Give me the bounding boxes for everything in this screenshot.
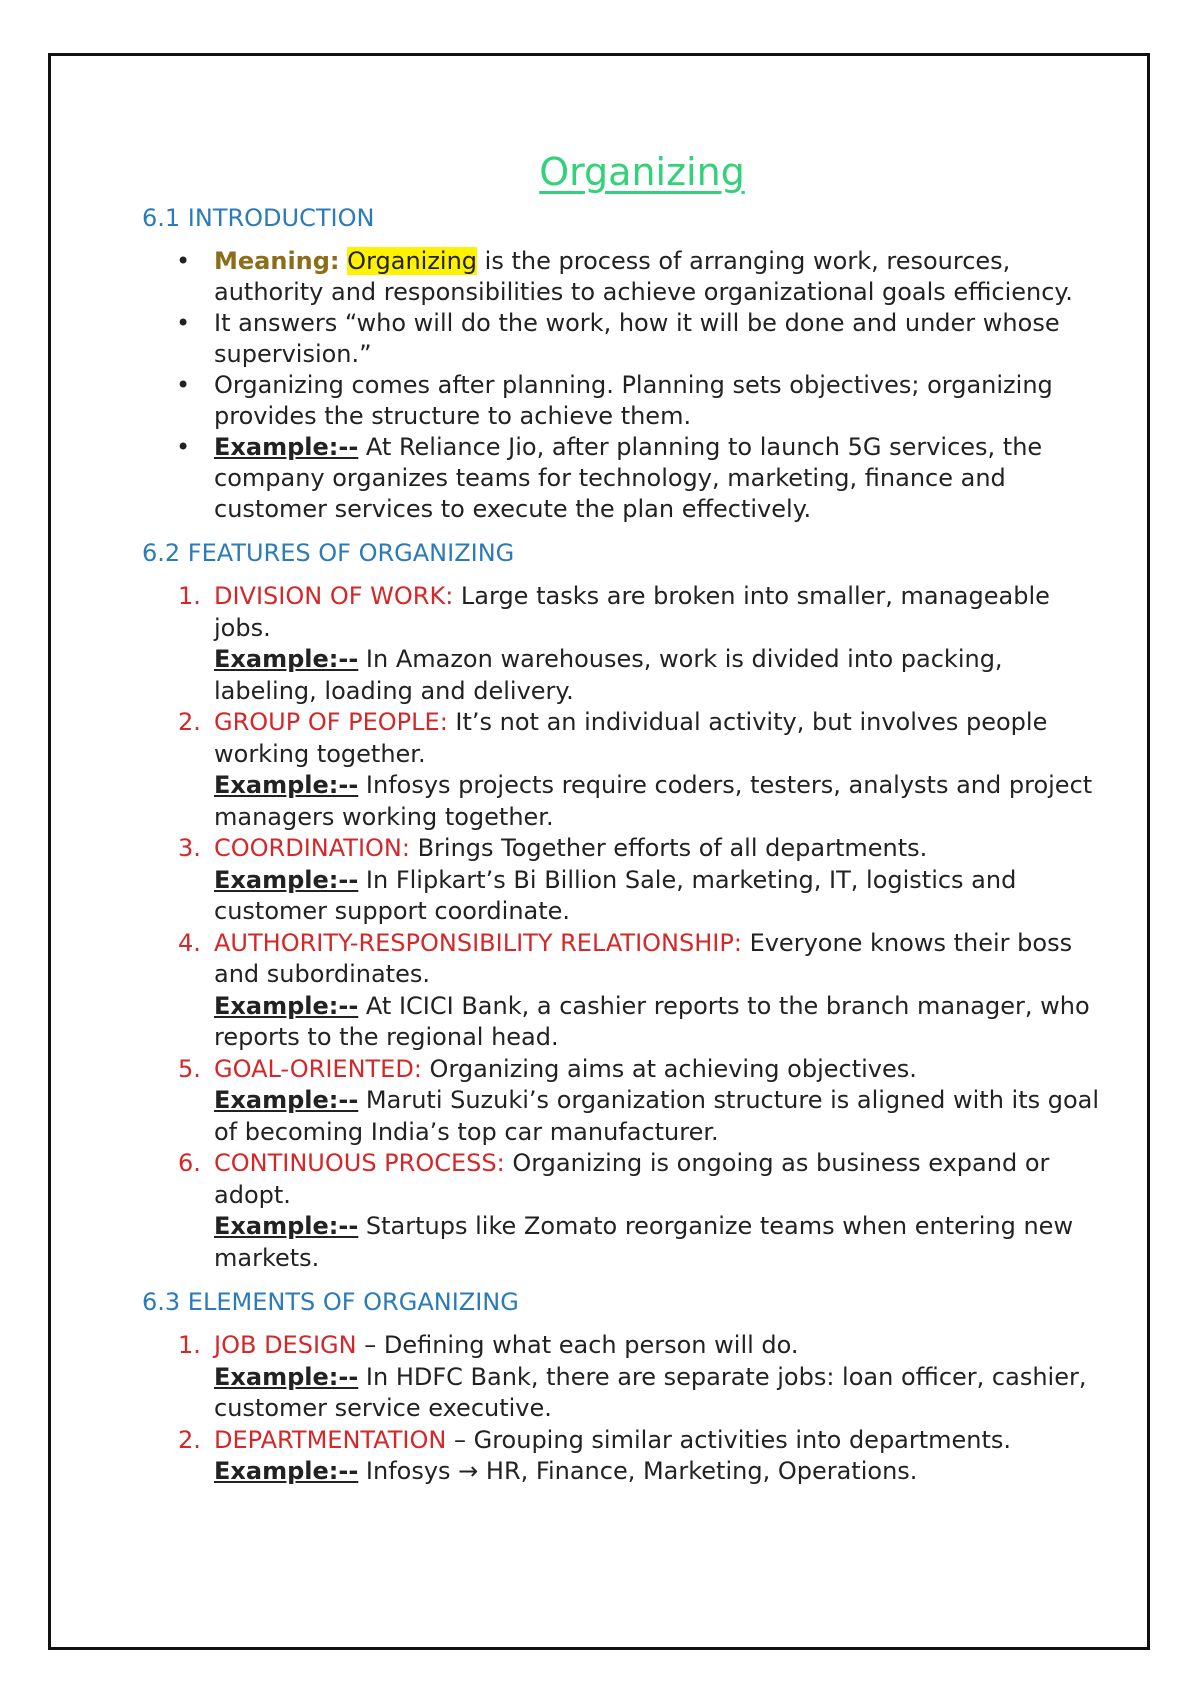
section-heading-features: 6.2 FEATURES OF ORGANIZING — [142, 539, 515, 567]
features-list — [142, 581, 1102, 1274]
list-item — [142, 370, 1102, 432]
feature-term: GOAL-ORIENTED: — [214, 1054, 422, 1083]
list-item — [142, 1425, 1102, 1488]
element-description: – Grouping similar activities into departments. — [446, 1425, 1012, 1454]
item-number: 2. — [178, 708, 201, 736]
bullet-icon: • — [176, 247, 191, 275]
meaning-label: Meaning: — [214, 247, 340, 275]
example-label: Example:-- — [214, 433, 359, 461]
list-item — [142, 928, 1102, 1054]
feature-description: Everyone knows their boss and subordinates. — [214, 928, 1073, 988]
feature-description: It’s not an individual activity, but involves people working together. — [214, 708, 1048, 768]
section-heading-introduction: 6.1 INTRODUCTION — [142, 204, 375, 232]
example-label: Example:-- — [214, 1212, 359, 1240]
bullet-icon: • — [176, 371, 191, 399]
item-number: 1. — [178, 1331, 201, 1359]
item-number: 4. — [178, 928, 201, 957]
highlighted-term: Organizing — [347, 247, 478, 275]
feature-description: Brings Together efforts of all departments. — [409, 834, 928, 862]
feature-term: DIVISION OF WORK: — [214, 582, 454, 610]
feature-description: Organizing is ongoing as business expand or adopt. — [214, 1149, 1050, 1209]
element-description: – Defining what each person will do. — [356, 1331, 799, 1359]
item-number: 6. — [178, 1149, 201, 1177]
feature-term: CONTINUOUS PROCESS: — [214, 1149, 505, 1177]
example-label: Example:-- — [214, 991, 359, 1020]
list-item — [142, 1054, 1102, 1149]
list-item — [142, 246, 1102, 308]
example-text: In HDFC Bank, there are separate jobs: loan officer, cashier, customer service executive. — [214, 1362, 1087, 1422]
feature-term: AUTHORITY-RESPONSIBILITY RELATIONSHIP: — [214, 928, 742, 957]
example-label: Example:-- — [214, 1086, 359, 1114]
example-label: Example:-- — [214, 865, 359, 894]
feature-term: COORDINATION: — [214, 834, 410, 862]
example-label: Example:-- — [214, 645, 359, 673]
list-item — [142, 1330, 1102, 1425]
feature-description: Organizing aims at achieving objectives. — [421, 1054, 917, 1083]
elements-list — [142, 1330, 1102, 1488]
item-number: 2. — [178, 1425, 201, 1454]
element-term: JOB DESIGN — [214, 1331, 357, 1359]
element-term: DEPARTMENTATION — [214, 1425, 447, 1454]
introduction-list — [142, 246, 1102, 525]
example-text: Startups like Zomato reorganize teams when entering new markets. — [214, 1212, 1074, 1272]
item-number: 5. — [178, 1054, 201, 1083]
page-title: Organizing — [539, 150, 745, 194]
example-text: Infosys projects require coders, testers, analysts and project managers working together. — [214, 771, 1093, 831]
feature-term: GROUP OF PEOPLE: — [214, 708, 448, 736]
bullet-icon: • — [176, 433, 191, 461]
example-label: Example:-- — [214, 1457, 359, 1485]
list-item — [142, 707, 1102, 833]
list-item — [142, 581, 1102, 707]
list-item-text: is the process of arranging work, resources, authority and responsibilities to achieve organizational goals efficiency. — [214, 247, 1073, 306]
example-text: In Amazon warehouses, work is divided into packing, labeling, loading and delivery. — [214, 645, 1003, 705]
example-text: In Flipkart’s Bi Billion Sale, marketing, IT, logistics and customer support coordinate. — [214, 865, 1017, 925]
example-label: Example:-- — [214, 1362, 359, 1391]
section-heading-elements: 6.3 ELEMENTS OF ORGANIZING — [142, 1288, 519, 1316]
list-item-text: Organizing comes after planning. Planning sets objectives; organizing provides the structure to achieve them. — [214, 371, 1053, 430]
item-number: 1. — [178, 582, 201, 610]
document-content — [142, 150, 1102, 1502]
list-item-text: At Reliance Jio, after planning to launch 5G services, the company organizes teams for technology, marketing, finance and customer services to execute the plan effectively. — [214, 433, 1043, 523]
example-text: At ICICI Bank, a cashier reports to the branch manager, who reports to the regional head. — [214, 991, 1090, 1051]
example-text: Maruti Suzuki’s organization structure is aligned with its goal of becoming India’s top car manufacturer. — [214, 1086, 1100, 1146]
item-number: 3. — [178, 834, 201, 862]
list-item-text: It answers “who will do the work, how it will be done and under whose supervision.” — [214, 309, 1060, 368]
list-item — [142, 833, 1102, 928]
example-label: Example:-- — [214, 771, 359, 799]
example-text: Infosys → HR, Finance, Marketing, Operations. — [358, 1457, 918, 1485]
bullet-icon: • — [176, 309, 191, 337]
list-item — [142, 1148, 1102, 1274]
list-item — [142, 308, 1102, 370]
list-item — [142, 432, 1102, 525]
feature-description: Large tasks are broken into smaller, manageable jobs. — [214, 582, 1050, 642]
